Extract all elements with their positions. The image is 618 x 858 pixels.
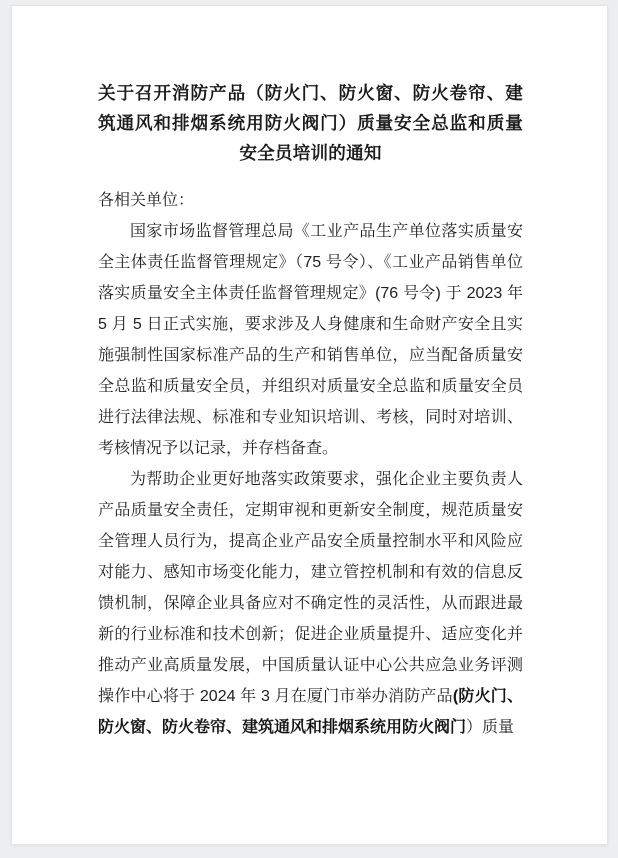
paragraph-regulations: 国家市场监督管理总局《工业产品生产单位落实质量安全主体责任监督管理规定》（75 号令）、《工业产品销售单位落实质量安全主体责任监督管理规定》(76 号令) 于 2023 年 5 月 5 日正式实施，要求涉及人身健康和生命财产安全且实施强制性国家标准产品的生产和销售单位，应当配备质量安全总监和质量安全员，并组织对质量安全总监和质量安全员进行法律法规、标准和专业知识培训、考核，同时对培训、考核情况予以记录，并存档备查。	[98, 223, 523, 457]
paragraph-training-purpose	[98, 464, 523, 743]
paragraph-text-tail: ）质量	[466, 719, 515, 736]
document-title: 关于召开消防产品（防火门、防火窗、防火卷帘、建筑通风和排烟系统用防火阀门）质量安全总监和质量安全员培训的通知	[98, 83, 523, 163]
document-salutation: 各相关单位：	[98, 192, 195, 209]
document-page	[11, 5, 608, 845]
paragraph-emphasis-product-scope: (防火门、防火窗、防火卷帘、建筑通风和排烟系统用防火阀门	[98, 688, 523, 736]
document-content-area	[98, 78, 523, 743]
paragraph-text-lead: 为帮助企业更好地落实政策要求，强化企业主要负责人产品质量安全责任，定期审视和更新安全制度，规范质量安全管理人员行为，提高企业产品安全质量控制水平和风险应对能力、感知市场变化能力，建立管控机制和有效的信息反馈机制，保障企业具备应对不确定性的灵活性，从而跟进最新的行业标准和技术创新；促进企业质量提升、适应变化并推动产业高质量发展，中国质量认证中心公共应急业务评测操作中心将于 2024 年 3 月在厦门市举办消防产品	[98, 471, 523, 705]
